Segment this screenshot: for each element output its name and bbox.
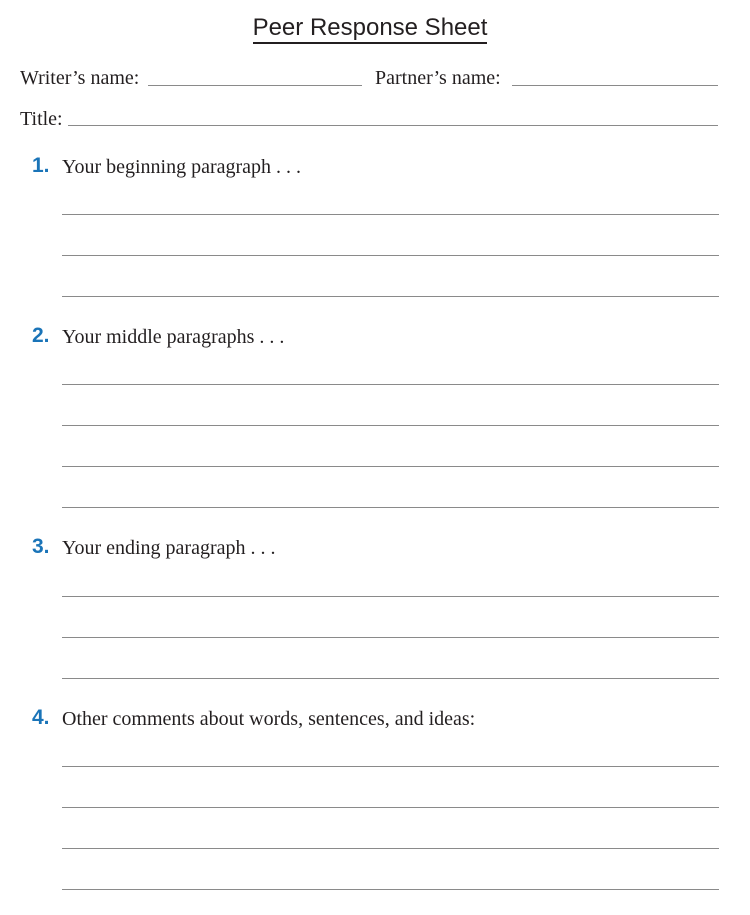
writer-name-label: Writer’s name:: [20, 67, 140, 89]
section-4-prompt: Other comments about words, sentences, and ideas:: [62, 708, 476, 730]
title-label: Title:: [20, 108, 63, 130]
section-4-answer-line[interactable]: [62, 889, 719, 890]
section-2-answer-line[interactable]: [62, 425, 719, 426]
section-1-answer-line[interactable]: [62, 255, 719, 256]
section-2-number: 2.: [32, 324, 50, 347]
section-2-answer-line[interactable]: [62, 466, 719, 467]
section-3-answer-line[interactable]: [62, 596, 719, 597]
section-1-prompt: Your beginning paragraph . . .: [62, 156, 302, 178]
page-title: [0, 14, 740, 42]
section-2-answer-line[interactable]: [62, 384, 719, 385]
partner-name-label: Partner’s name:: [375, 67, 501, 89]
writer-name-field[interactable]: [148, 85, 362, 86]
title-field[interactable]: [68, 125, 718, 126]
page-title-text: Peer Response Sheet: [253, 14, 488, 44]
section-3-prompt: Your ending paragraph . . .: [62, 537, 276, 559]
section-2-answer-line[interactable]: [62, 507, 719, 508]
section-4-answer-line[interactable]: [62, 766, 719, 767]
section-1-number: 1.: [32, 154, 50, 177]
section-4-answer-line[interactable]: [62, 807, 719, 808]
section-3-answer-line[interactable]: [62, 637, 719, 638]
section-3-number: 3.: [32, 535, 50, 558]
section-4-answer-line[interactable]: [62, 848, 719, 849]
section-3-answer-line[interactable]: [62, 678, 719, 679]
section-2-prompt: Your middle paragraphs . . .: [62, 326, 285, 348]
section-4-number: 4.: [32, 706, 50, 729]
section-1-answer-line[interactable]: [62, 296, 719, 297]
section-1-answer-line[interactable]: [62, 214, 719, 215]
partner-name-field[interactable]: [512, 85, 718, 86]
